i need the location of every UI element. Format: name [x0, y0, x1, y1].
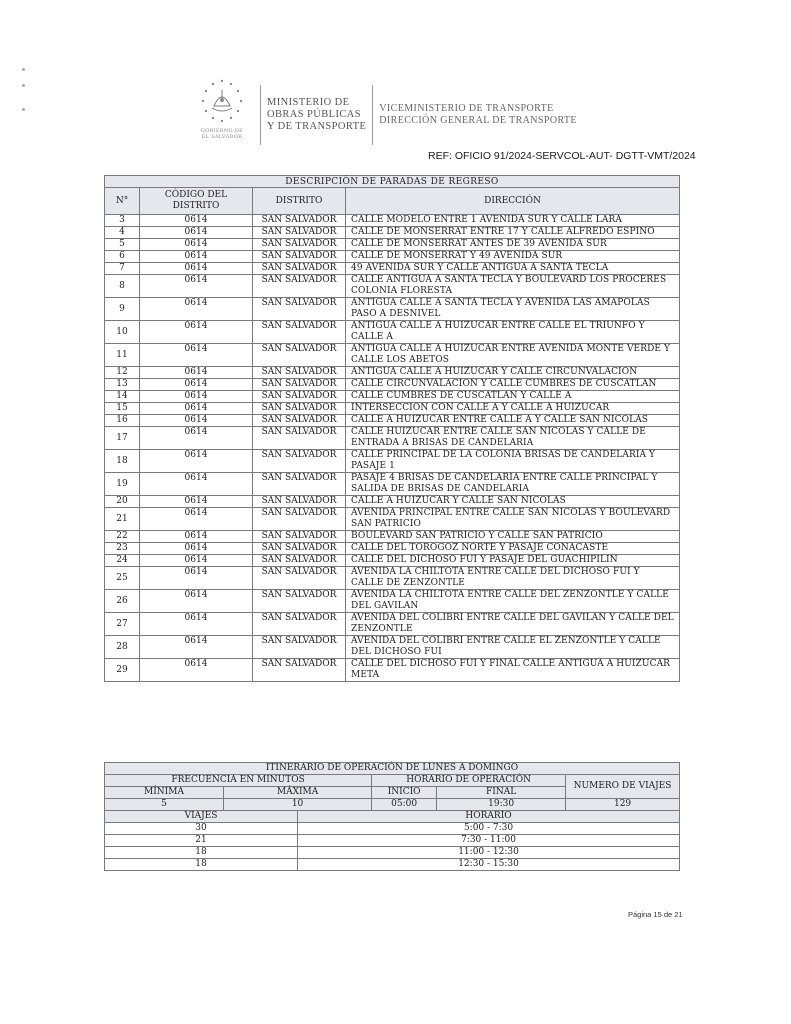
district-code: 0614	[140, 227, 253, 239]
stop-number: 26	[105, 590, 140, 613]
district-name: SAN SALVADOR	[253, 275, 346, 298]
district-code: 0614	[140, 659, 253, 682]
schedule-row	[105, 835, 680, 847]
table-row	[105, 450, 680, 473]
col-header-district-code: CÓDIGO DEL DISTRITO	[140, 188, 253, 215]
scan-artifact	[22, 84, 25, 87]
district-name: SAN SALVADOR	[253, 321, 346, 344]
logo-caption-line: GOBIERNO DE	[200, 128, 244, 134]
horario-header: HORARIO	[298, 811, 680, 823]
start-value: 05:00	[372, 799, 437, 811]
col-header-district: DISTRITO	[253, 188, 346, 215]
table-row	[105, 367, 680, 379]
end-label: FINAL	[437, 787, 566, 799]
stop-address: CALLE PRINCIPAL DE LA COLONIA BRISAS DE CANDELARIA Y PASAJE 1	[346, 450, 680, 473]
district-code: 0614	[140, 251, 253, 263]
stop-number: 4	[105, 227, 140, 239]
schedule-row	[105, 847, 680, 859]
district-name: SAN SALVADOR	[253, 543, 346, 555]
district-name: SAN SALVADOR	[253, 215, 346, 227]
table-row	[105, 379, 680, 391]
page-number: Página 15 de 21	[628, 910, 683, 919]
vice-line: DIRECCIÓN GENERAL DE TRANSPORTE	[379, 115, 577, 126]
stop-number: 12	[105, 367, 140, 379]
district-name: SAN SALVADOR	[253, 379, 346, 391]
ministry-line: OBRAS PÚBLICAS	[267, 109, 361, 120]
district-name: SAN SALVADOR	[253, 473, 346, 496]
stop-address: ANTIGUA CALLE A HUIZUCAR Y CALLE CIRCUNVALACION	[346, 367, 680, 379]
ministry-line: Y DE TRANSPORTE	[267, 121, 367, 132]
district-code: 0614	[140, 590, 253, 613]
district-code: 0614	[140, 367, 253, 379]
logo-caption-line: EL SALVADOR	[201, 134, 243, 140]
stop-address: CALLE DE MONSERRAT Y 49 AVENIDA SUR	[346, 251, 680, 263]
table-row	[105, 344, 680, 367]
district-code: 0614	[140, 636, 253, 659]
district-code: 0614	[140, 531, 253, 543]
stop-address: AVENIDA DEL COLIBRI ENTRE CALLE EL ZENZONTLE Y CALLE DEL DICHOSO FUI	[346, 636, 680, 659]
table-row	[105, 636, 680, 659]
divider	[260, 85, 261, 145]
vice-line: VICEMINISTERIO DE TRANSPORTE	[379, 103, 554, 114]
district-code: 0614	[140, 239, 253, 251]
stop-address: CALLE HUIZUCAR ENTRE CALLE SAN NICOLAS Y CALLE DE ENTRADA A BRISAS DE CANDELARIA	[346, 427, 680, 450]
stop-address: ANTIGUA CALLE A SANTA TECLA Y AVENIDA LAS AMAPOLAS PASO A DESNIVEL	[346, 298, 680, 321]
district-code: 0614	[140, 450, 253, 473]
stops-table	[104, 175, 680, 682]
district-name: SAN SALVADOR	[253, 567, 346, 590]
district-name: SAN SALVADOR	[253, 367, 346, 379]
district-name: SAN SALVADOR	[253, 227, 346, 239]
district-code: 0614	[140, 613, 253, 636]
schedule-row	[105, 859, 680, 871]
viajes-header: VIAJES	[105, 811, 298, 823]
stop-number: 23	[105, 543, 140, 555]
frequency-header: FRECUENCIA EN MINUTOS	[105, 775, 372, 787]
logo-caption	[201, 128, 243, 140]
itinerary-table	[104, 762, 680, 871]
start-label: INICIO	[372, 787, 437, 799]
schedule-trips: 30	[105, 823, 298, 835]
schedule-row	[105, 823, 680, 835]
stop-address: CALLE ANTIGUA A SANTA TECLA Y BOULEVARD LOS PROCERES COLONIA FLORESTA	[346, 275, 680, 298]
stop-address: PASAJE 4 BRISAS DE CANDELARIA ENTRE CALLE PRINCIPAL Y SALIDA DE BRISAS DE CANDELARIA	[346, 473, 680, 496]
stop-number: 22	[105, 531, 140, 543]
ministry-name	[267, 97, 366, 133]
stop-number: 7	[105, 263, 140, 275]
trips-count-header: NUMERO DE VIAJES	[566, 775, 680, 799]
district-code: 0614	[140, 427, 253, 450]
stops-table-title: DESCRIPCIÓN DE PARADAS DE REGRESO	[105, 176, 680, 188]
stop-address: CALLE DE MONSERRAT ENTRE 17 Y CALLE ALFREDO ESPINO	[346, 227, 680, 239]
stop-address: CALLE MODELO ENTRE 1 AVENIDA SUR Y CALLE LARA	[346, 215, 680, 227]
stop-address: CALLE DEL TOROGOZ NORTE Y PASAJE CONACASTE	[346, 543, 680, 555]
district-name: SAN SALVADOR	[253, 298, 346, 321]
stop-address: ANTIGUA CALLE A HUIZUCAR ENTRE AVENIDA MONTE VERDE Y CALLE LOS ABETOS	[346, 344, 680, 367]
stop-address: BOULEVARD SAN PATRICIO Y CALLE SAN PATRICIO	[346, 531, 680, 543]
table-row	[105, 508, 680, 531]
stop-address: CALLE DE MONSERRAT ANTES DE 39 AVENIDA SUR	[346, 239, 680, 251]
district-code: 0614	[140, 215, 253, 227]
stop-address: AVENIDA LA CHILTOTA ENTRE CALLE DEL DICHOSO FUI Y CALLE DE ZENZONTLE	[346, 567, 680, 590]
district-name: SAN SALVADOR	[253, 344, 346, 367]
table-row	[105, 567, 680, 590]
stop-address: CALLE CUMBRES DE CUSCATLAN Y CALLE A	[346, 391, 680, 403]
stop-number: 15	[105, 403, 140, 415]
district-name: SAN SALVADOR	[253, 450, 346, 473]
coat-of-arms-icon	[199, 78, 245, 128]
stop-address: INTERSECCION CON CALLE A Y CALLE A HUIZUCAR	[346, 403, 680, 415]
stop-address: CALLE DEL DICHOSO FUI Y PASAJE DEL GUACHIPILIN	[346, 555, 680, 567]
max-frequency-value: 10	[224, 799, 372, 811]
stop-number: 17	[105, 427, 140, 450]
stop-number: 11	[105, 344, 140, 367]
schedule-time-range: 11:00 - 12:30	[298, 847, 680, 859]
table-row	[105, 427, 680, 450]
district-code: 0614	[140, 543, 253, 555]
scan-artifact	[22, 68, 25, 71]
table-row	[105, 473, 680, 496]
district-name: SAN SALVADOR	[253, 263, 346, 275]
ministry-line: MINISTERIO DE	[267, 97, 350, 108]
end-value: 19:30	[437, 799, 566, 811]
stop-number: 16	[105, 415, 140, 427]
operating-hours-header: HORARIO DE OPERACIÓN	[372, 775, 566, 787]
table-row	[105, 555, 680, 567]
stop-number: 3	[105, 215, 140, 227]
stop-address: CALLE A HUIZUCAR ENTRE CALLE A Y CALLE SAN NICOLAS	[346, 415, 680, 427]
district-name: SAN SALVADOR	[253, 403, 346, 415]
stop-number: 27	[105, 613, 140, 636]
stop-number: 29	[105, 659, 140, 682]
district-name: SAN SALVADOR	[253, 659, 346, 682]
stop-address: AVENIDA DEL COLIBRI ENTRE CALLE DEL GAVILAN Y CALLE DEL ZENZONTLE	[346, 613, 680, 636]
schedule-time-range: 5:00 - 7:30	[298, 823, 680, 835]
stop-number: 8	[105, 275, 140, 298]
schedule-trips: 18	[105, 847, 298, 859]
stop-number: 14	[105, 391, 140, 403]
table-row	[105, 391, 680, 403]
table-row	[105, 251, 680, 263]
table-row	[105, 531, 680, 543]
table-row	[105, 415, 680, 427]
stop-address: AVENIDA LA CHILTOTA ENTRE CALLE DEL ZENZONTLE Y CALLE DEL GAVILAN	[346, 590, 680, 613]
district-code: 0614	[140, 473, 253, 496]
district-code: 0614	[140, 298, 253, 321]
schedule-body	[105, 823, 680, 871]
col-header-address: DIRECCIÓN	[346, 188, 680, 215]
trips-count-value: 129	[566, 799, 680, 811]
stop-number: 20	[105, 496, 140, 508]
schedule-time-range: 7:30 - 11:00	[298, 835, 680, 847]
table-row	[105, 543, 680, 555]
district-name: SAN SALVADOR	[253, 590, 346, 613]
district-code: 0614	[140, 263, 253, 275]
table-row	[105, 227, 680, 239]
table-row	[105, 403, 680, 415]
district-code: 0614	[140, 415, 253, 427]
stop-number: 10	[105, 321, 140, 344]
letterhead	[190, 78, 577, 152]
stop-number: 5	[105, 239, 140, 251]
stop-number: 28	[105, 636, 140, 659]
reference-number: REF: OFICIO 91/2024-SERVCOL-AUT- DGTT-VMT/2024	[428, 150, 696, 162]
stop-address: CALLE A HUIZUCAR Y CALLE SAN NICOLAS	[346, 496, 680, 508]
schedule-trips: 18	[105, 859, 298, 871]
table-row	[105, 659, 680, 682]
district-code: 0614	[140, 508, 253, 531]
stop-address: ANTIGUA CALLE A HUIZUCAR ENTRE CALLE EL TRIUNFO Y CALLE A	[346, 321, 680, 344]
stop-number: 9	[105, 298, 140, 321]
stop-number: 25	[105, 567, 140, 590]
table-row	[105, 613, 680, 636]
district-name: SAN SALVADOR	[253, 496, 346, 508]
government-logo	[190, 78, 254, 152]
stop-address: 49 AVENIDA SUR Y CALLE ANTIGUA A SANTA TECLA	[346, 263, 680, 275]
stop-number: 18	[105, 450, 140, 473]
district-code: 0614	[140, 496, 253, 508]
vice-ministry-name	[379, 103, 577, 127]
table-row	[105, 590, 680, 613]
district-name: SAN SALVADOR	[253, 427, 346, 450]
schedule-time-range: 12:30 - 15:30	[298, 859, 680, 871]
district-code: 0614	[140, 391, 253, 403]
schedule-trips: 21	[105, 835, 298, 847]
district-code: 0614	[140, 275, 253, 298]
table-row	[105, 275, 680, 298]
stop-number: 13	[105, 379, 140, 391]
table-row	[105, 321, 680, 344]
table-row	[105, 239, 680, 251]
district-name: SAN SALVADOR	[253, 636, 346, 659]
district-name: SAN SALVADOR	[253, 251, 346, 263]
stop-address: CALLE CIRCUNVALACION Y CALLE CUMBRES DE CUSCATLAN	[346, 379, 680, 391]
stop-number: 19	[105, 473, 140, 496]
district-name: SAN SALVADOR	[253, 415, 346, 427]
min-frequency-value: 5	[105, 799, 224, 811]
table-row	[105, 298, 680, 321]
max-frequency-label: MÁXIMA	[224, 787, 372, 799]
district-name: SAN SALVADOR	[253, 531, 346, 543]
col-header-number: N°	[105, 188, 140, 215]
stop-number: 24	[105, 555, 140, 567]
scan-artifact	[22, 108, 25, 111]
stops-table-body	[105, 215, 680, 682]
district-code: 0614	[140, 567, 253, 590]
table-row	[105, 215, 680, 227]
district-code: 0614	[140, 555, 253, 567]
stop-number: 6	[105, 251, 140, 263]
divider	[372, 85, 373, 145]
district-code: 0614	[140, 321, 253, 344]
stop-number: 21	[105, 508, 140, 531]
min-frequency-label: MÍNIMA	[105, 787, 224, 799]
district-name: SAN SALVADOR	[253, 239, 346, 251]
district-name: SAN SALVADOR	[253, 508, 346, 531]
district-code: 0614	[140, 403, 253, 415]
itinerary-title: ITINERARIO DE OPERACIÓN DE LUNES A DOMINGO	[105, 763, 680, 775]
district-name: SAN SALVADOR	[253, 391, 346, 403]
table-row	[105, 496, 680, 508]
stop-address: CALLE DEL DICHOSO FUI Y FINAL CALLE ANTIGUA A HUIZUCAR META	[346, 659, 680, 682]
district-code: 0614	[140, 344, 253, 367]
table-row	[105, 263, 680, 275]
district-code: 0614	[140, 379, 253, 391]
stop-address: AVENIDA PRINCIPAL ENTRE CALLE SAN NICOLAS Y BOULEVARD SAN PATRICIO	[346, 508, 680, 531]
district-name: SAN SALVADOR	[253, 613, 346, 636]
district-name: SAN SALVADOR	[253, 555, 346, 567]
